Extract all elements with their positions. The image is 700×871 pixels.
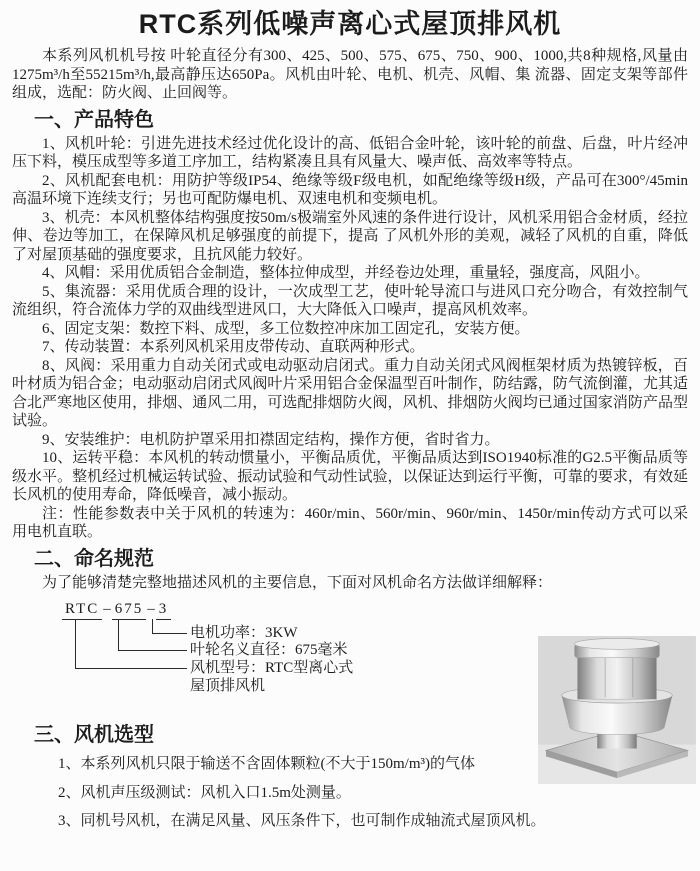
roof-fan-photo <box>538 636 696 784</box>
connector-line-model-h <box>75 668 187 669</box>
connector-line-model <box>75 619 76 668</box>
selection-item-2: 2、风机声压级测试：风机入口1.5m处测量。 <box>58 784 351 801</box>
model-code-size: 675 <box>112 602 147 620</box>
intro-paragraph: 本系列风机机号按 叶轮直径分有300、425、500、575、675、750、900、1000,共8种规格,风量由1275m³/h至55215m³/h,最高静压达650Pa。风机由叶轮、电机、机壳、风帽、集 流器、固定支架等部件组成，选配：防火阀、止回阀等。 <box>12 48 688 101</box>
feature-item-10: 10、运转平稳：本风机的转动惯量小，平衡品质优，平衡品质达到ISO1940标准的G2.5平衡品质等级水平。整机经过机械运转试验、振动试验和气动性试验，以保证达到运行平衡，可靠的要求，有效延长风机的使用寿命，降低噪音，减小振动。 <box>12 450 688 503</box>
speed-note: 注：性能参数表中关于风机的转速为：460r/min、560r/min、960r/min、1450r/min传动方式可以采用电机直联。 <box>12 505 688 540</box>
label-fan-model-line1: 风机型号：RTC型离心式 <box>190 660 354 676</box>
section-heading-features: 一、产品特色 <box>34 108 154 131</box>
model-code-power: 3 <box>156 602 172 620</box>
model-code-dash: – <box>103 601 111 617</box>
label-impeller-diameter: 叶轮名义直径：675毫米 <box>190 642 348 658</box>
feature-item-9: 9、安装维护：电机防护罩采用扣襟固定结构，操作方便，省时省力。 <box>42 431 500 448</box>
model-code <box>62 602 171 620</box>
label-fan-model-line2: 屋顶排风机 <box>190 678 266 694</box>
section-heading-selection: 三、风机选型 <box>34 724 154 746</box>
connector-line-diameter-h <box>118 650 187 651</box>
feature-item-3: 3、机壳：本风机整体结构强度按50m/s极端室外风速的条件进行设计，风机采用铝合金材质，经拉伸、卷边等加工，在保障风机足够强度的前提下，提高 了风机外形的美观，减轻了风机的自重，降低了对屋顶基础的强度要求，且抗风能力较好。 <box>12 209 688 263</box>
connector-line-power-h <box>152 633 187 634</box>
feature-item-8: 8、风阀：采用重力自动关闭式或电动驱动启闭式。重力自动关闭式风阀框架材质为热镀锌板，百叶材质为铝合金；电动驱动启闭式风阀叶片采用铝合金保温型百叶制作，防结露，防气流倒灌，尤其适合北严寒地区使用，排烟、通风二用，可选配排烟防火阀，风机、排烟防火阀均已通过国家消防产品型试验。 <box>12 357 688 429</box>
feature-item-5: 5、集流器：采用优质合理的设计，一次成型工艺，使叶轮导流口与进风口充分吻合，有效控制气流组织，符合流体力学的双曲线型进风口，大大降低入口噪声，提高风机效率。 <box>12 283 688 318</box>
connector-line-diameter <box>118 619 119 650</box>
selection-item-3: 3、同机号风机，在满足风量、风压条件下，也可制作成轴流式屋顶风机。 <box>58 813 546 829</box>
feature-item-6: 6、固定支架：数控下料、成型，多工位数控冲床加工固定孔，安装方便。 <box>42 320 530 337</box>
connector-line-power <box>152 619 153 633</box>
feature-item-4: 4、风帽：采用优质铝合金制造，整体拉伸成型，并经卷边处理，重量轻，强度高，风阻小。 <box>42 265 650 281</box>
feature-item-2: 2、风机配套电机：用防护等级IP54、绝缘等级F级电机，如配绝缘等级H级，产品可在300°/45min高温环境下连续支行；另也可配防爆电机、双速电机和变频电机。 <box>12 172 688 207</box>
section-heading-naming: 二、命名规范 <box>34 547 154 570</box>
label-motor-power: 电机功率：3KW <box>190 625 298 641</box>
model-code-dash: – <box>147 601 155 617</box>
selection-item-1: 1、本系列风机只限于输送不含固体颗粒(不大于150m/m³)的气体 <box>58 756 475 772</box>
page-title: RTC系列低噪声离心式屋顶排风机 <box>138 9 562 39</box>
naming-intro: 为了能够清楚完整地描述风机的主要信息，下面对风机命名方法做详细解释： <box>42 574 553 591</box>
feature-item-7: 7、传动装置：本系列风机采用皮带传动、直联两种形式。 <box>42 339 425 355</box>
model-code-prefix: RTC <box>62 602 102 620</box>
feature-item-1: 1、风机叶轮：引进先进技术经过优化设计的高、低铝合金叶轮，该叶轮的前盘、后盘，叶片经冲压下料，模压成型等多道工序加工，结构紧凑且具有风量大、噪声低、高效率等特点。 <box>12 135 688 170</box>
